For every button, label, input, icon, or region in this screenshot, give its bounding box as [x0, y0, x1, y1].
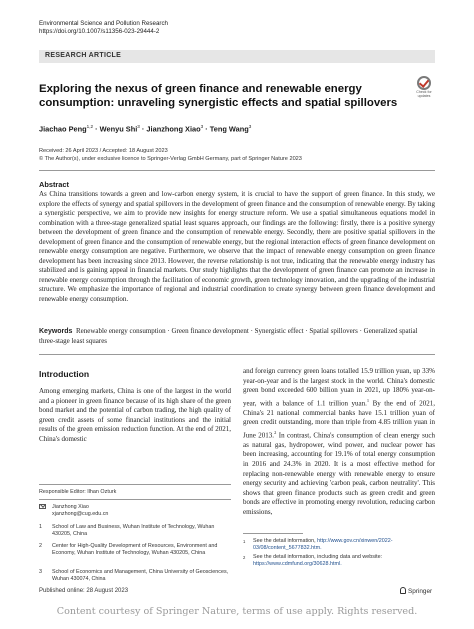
affiliation-number: 2 [39, 543, 42, 549]
corresponding-author [39, 504, 231, 518]
author-name[interactable]: Jiachao Peng [39, 124, 87, 134]
affiliation-text: Center for High-Quality Development of Resources, Environment and Economy, Wuhan Institute of Technology, Wuhan 430205, China [52, 543, 218, 556]
footnote-link[interactable]: https://www.cdmfund.org/30628.html. [253, 561, 342, 567]
doi-link[interactable]: https://doi.org/10.1007/s11356-023-29444-2 [39, 28, 160, 35]
footnote-link[interactable]: http://www.gov.cn/xinwen/2022-03/08/content_5677832.htm. [253, 538, 393, 551]
author-name[interactable]: Jianzhong Xiao [146, 124, 201, 134]
corresponding-email[interactable]: xjanzhong@cug.edu.cn [52, 511, 109, 517]
responsible-editor: Responsible Editor: Ilhan Ozturk [39, 489, 117, 495]
footnote-text: See the detail information, [253, 538, 318, 544]
footnote-text: See the detail information, including data and website: [253, 554, 383, 560]
footnote-number: 1 [243, 539, 246, 544]
footnote-divider [243, 533, 303, 534]
author-separator: · [93, 124, 100, 134]
affiliation-text: School of Law and Business, Wuhan Institute of Technology, Wuhan 430205, China [52, 524, 215, 537]
mail-icon [39, 504, 51, 512]
received-accepted: Received: 26 April 2023 / Accepted: 18 August 2023 [39, 148, 168, 154]
introduction-right-column [243, 367, 435, 518]
corresponding-name: Jianzhong Xiao [52, 504, 89, 510]
publication-dates [39, 147, 302, 163]
journal-header [39, 20, 168, 36]
author-name[interactable]: Teng Wang [209, 124, 249, 134]
affiliation-text: School of Economics and Management, China University of Geosciences, Wuhan 430074, China [52, 569, 229, 582]
abstract-text: As China transitions towards a green and low-carbon energy system, it is crucial to have the support of green finance. In this study, we explore the effects of synergy and spatial spillovers in the development of green finance and the consumption of renewable energy. By taking a synergistic perspective, we aim to provide new insights for energy structure reform. We use a spatial simultaneous equations model in combination with a three-stage generalized spatial least squares approach, our findings are the following: firstly, there is a positive synergy between the development of green finance and the consumption of renewable energy. Secondly, there are positive spatial spillovers in the development of green finance and the consumption of renewable energy, but the regional interaction effects of green finance development on renewable energy consumption are negative. Furthermore, we observe that the impact of renewable energy consumption on green finance development has been increasing since 2013. However, the reverse relationship is not true, indicating that the renewable energy industry has stabilized and is gaining appeal in financial markets. Our study highlights that the development of green finance can promote an increase in renewable energy consumption through the facilitation of economic growth, green technology innovation, and the upgrading of the industrial structure. We emphasize the importance of regional and industrial coordination to create synergy between green finance development and renewable energy consumption. [39, 190, 435, 303]
keywords-label: Keywords [39, 328, 73, 335]
springer-horse-icon [400, 587, 406, 594]
footnote-number: 2 [243, 555, 246, 560]
divider [39, 484, 231, 485]
keywords-text: Renewable energy consumption · Green finance development · Synergistic effect · Spatial spillovers · Generalized spatial three-stage least squares [39, 327, 418, 345]
copyright-notice: © The Author(s), under exclusive licence to Springer-Verlag GmbH Germany, part of Springer Nature 2023 [39, 156, 302, 162]
publisher-logo [400, 587, 432, 595]
footnotes [243, 538, 435, 570]
introduction-left-column: Among emerging markets, China is one of the largest in the world and a pioneer in green finance because of its high share of the green bond market and the potential of carbon trading, the high quality of green credit assets of some financial institutions and the initial results of the green emission reduction function. At the end of 2021, China's domestic [39, 387, 231, 443]
article-type-label: RESEARCH ARTICLE [45, 52, 122, 59]
divider [39, 354, 435, 355]
author-affiliation-mark: 1,2 [86, 124, 94, 129]
paper-title: Exploring the nexus of green finance and renewable energy consumption: unraveling synergistic effects and spatial spillovers [39, 83, 398, 109]
affiliation-number: 1 [39, 524, 42, 530]
published-online: Published online: 28 August 2023 [39, 588, 129, 594]
affiliation [39, 543, 231, 557]
divider [39, 170, 435, 171]
footnote [243, 554, 435, 568]
check-updates-icon [417, 76, 431, 90]
publisher-name: Springer [408, 588, 433, 595]
footnote-mark[interactable]: 1 [366, 397, 370, 403]
check-updates-label: Check for updates [416, 90, 432, 98]
footnote [243, 538, 435, 552]
footnote-mark[interactable]: 2 [274, 429, 277, 435]
affiliation [39, 569, 231, 583]
divider [39, 499, 231, 500]
intro-text: and foreign currency green loans totalled 15.9 trillion yuan, up 33% year-on-year and is the largest stock in the world. China's domestic green bond exceeded 600 billion yuan in 2021, up 180% year-on-year, with a balance of 1.1 trillion yuan. [243, 367, 435, 408]
intro-text: By the end of 2021, China's 21 national commercial banks have 15.1 trillion yuan of green credit outstanding, more than triple from 4.85 trillion yuan in June 2013. [243, 399, 435, 440]
author-affiliation-mark: 3 [137, 124, 140, 129]
keywords [39, 327, 435, 346]
author-separator: · [139, 124, 147, 134]
introduction-heading: Introduction [39, 369, 90, 379]
author-separator: · [203, 124, 210, 134]
check-for-updates-badge[interactable] [413, 76, 435, 103]
affiliation-number: 3 [39, 569, 42, 575]
abstract-heading: Abstract [39, 180, 69, 189]
author-affiliation-mark: 3 [200, 124, 204, 129]
author-affiliation-mark: 3 [248, 124, 252, 129]
author-list [39, 124, 251, 133]
courtesy-notice: Content courtesy of Springer Nature, terms of use apply. Rights reserved. [56, 606, 418, 617]
author-name[interactable]: Wenyu Shi [99, 124, 138, 134]
journal-name: Environmental Science and Pollution Research [39, 20, 168, 27]
affiliation [39, 524, 231, 538]
intro-text: In contrast, China's consumption of clean energy such as natural gas, hydropower, wind power, and nuclear power has been increasing, accounting for 19.1% of total energy consumption in 2016 and 24.3% in 2020. It is a most effective method for replacing non-renewable energy with renewable energy to ensure energy security and achieving 'carbon peak, carbon neutrality'. This shows that green finance products such as green credit and green bonds are effective in promoting energy revolution, reducing carbon emissions, [243, 431, 435, 516]
